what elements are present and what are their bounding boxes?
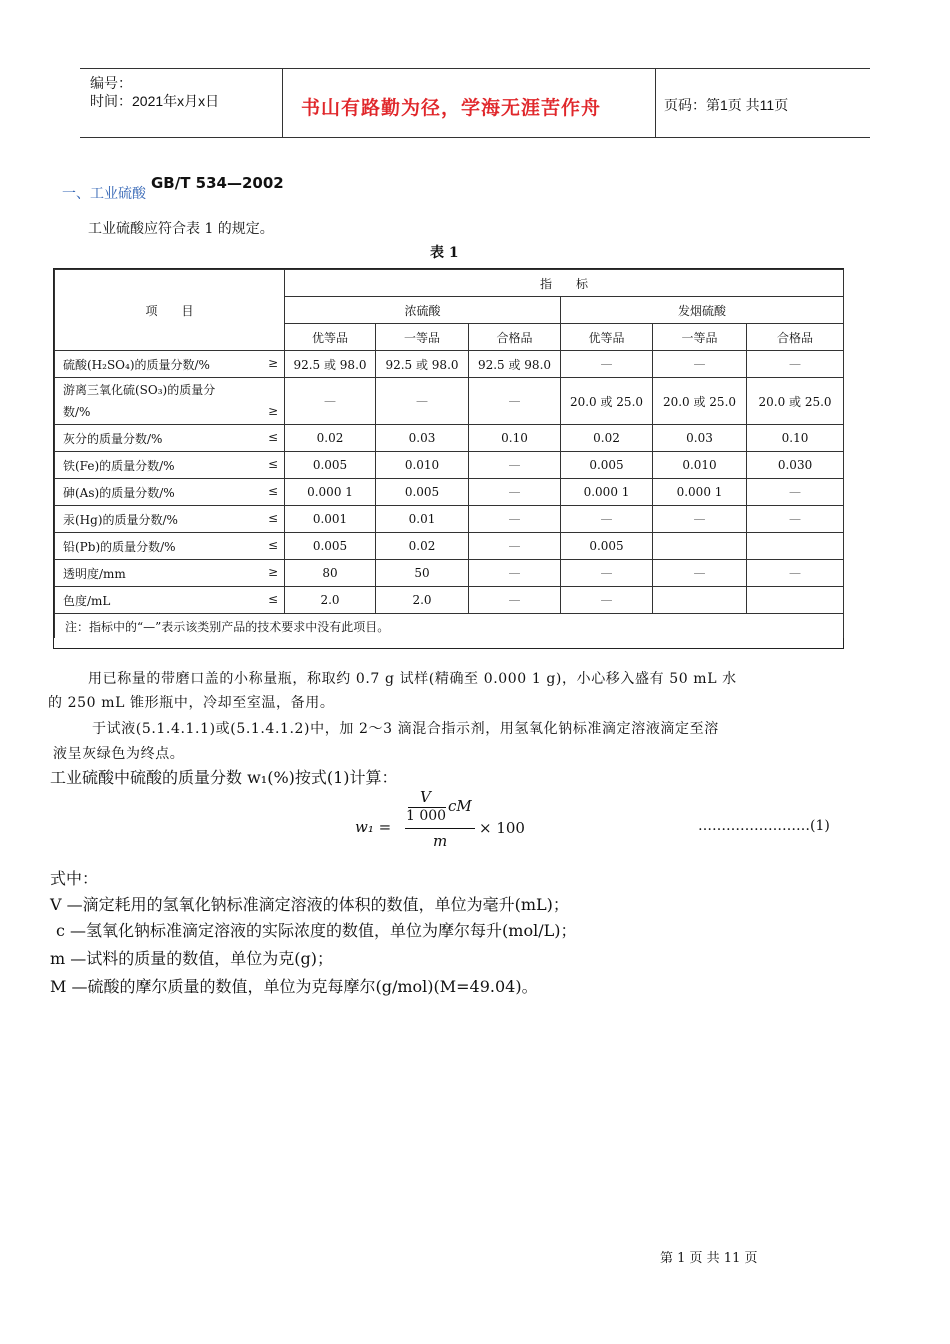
row-value: — [561, 560, 653, 587]
row-comparator: ≤ [267, 591, 278, 606]
date-label: 时间：2021年x月x日 [90, 93, 220, 109]
row-value: 0.03 [376, 425, 469, 452]
formula-den-m: m [433, 832, 448, 850]
table-note: 注：指标中的“—”表示该类别产品的技术要求中没有此项目。 [55, 614, 844, 639]
row-value: — [469, 587, 561, 614]
table-row [55, 351, 844, 378]
row-value: — [561, 506, 653, 533]
row-comparator: ≤ [267, 429, 278, 444]
row-value: 0.005 [285, 452, 376, 479]
row-item [55, 378, 285, 425]
row-value: 0.010 [376, 452, 469, 479]
table-row [55, 587, 844, 614]
row-value: 0.000 1 [653, 479, 747, 506]
row-value: — [653, 506, 747, 533]
row-value: 0.10 [469, 425, 561, 452]
grade-header: 优等品 [285, 324, 376, 351]
row-value: 0.02 [285, 425, 376, 452]
row-value: 92.5 或 98.0 [285, 351, 376, 378]
procedure-p3: 工业硫酸中硫酸的质量分数 w₁(%)按式(1)计算： [50, 768, 398, 787]
section-intro: 工业硫酸应符合表 1 的规定。 [88, 221, 274, 237]
table-row [55, 425, 844, 452]
row-item-label: 色度/mL [63, 593, 111, 608]
row-value: — [747, 506, 844, 533]
row-value: 0.000 1 [561, 479, 653, 506]
formula-num-cM: cM [448, 797, 472, 815]
grade-header: 一等品 [653, 324, 747, 351]
row-comparator: ≤ [267, 510, 278, 525]
table-caption: 表 1 [430, 245, 459, 261]
row-value: 80 [285, 560, 376, 587]
row-value: 0.01 [376, 506, 469, 533]
row-value [747, 533, 844, 560]
row-value: 50 [376, 560, 469, 587]
procedure-p2-line2: 液呈灰绿色为终点。 [53, 746, 185, 762]
row-item [55, 425, 285, 452]
row-value: 0.000 1 [285, 479, 376, 506]
table-row [55, 560, 844, 587]
header-motto-cell [282, 69, 656, 137]
row-value [653, 533, 747, 560]
grade-header: 合格品 [747, 324, 844, 351]
row-value: 0.10 [747, 425, 844, 452]
row-value: — [469, 506, 561, 533]
definition-V: V —滴定耗用的氢氧化钠标准滴定溶液的体积的数值，单位为毫升(mL)； [50, 895, 569, 914]
row-item-label-cont: 数/% [63, 405, 91, 419]
header-page-cell [654, 69, 870, 137]
row-comparator: ≥ [267, 355, 278, 370]
row-value: — [285, 378, 376, 425]
spec-table [53, 268, 844, 649]
footer-page: 第 1 页 共 11 页 [660, 1251, 758, 1266]
row-value: 0.02 [376, 533, 469, 560]
formula-num-1000: 1 000 [406, 808, 447, 824]
definitions-intro: 式中： [50, 869, 99, 888]
table-row [55, 533, 844, 560]
row-item-label: 汞(Hg)的质量分数/% [63, 512, 178, 527]
row-value: — [561, 351, 653, 378]
row-comparator: ≤ [267, 456, 278, 471]
procedure-p1-line2: 的 250 mL 锥形瓶中，冷却至室温，备用。 [48, 695, 335, 711]
row-value: 0.005 [376, 479, 469, 506]
group-fuming: 发烟硫酸 [561, 297, 844, 324]
table-row [55, 479, 844, 506]
row-value: 2.0 [376, 587, 469, 614]
row-comparator: ≥ [267, 404, 278, 418]
page-info: 页码：第1页 共11页 [664, 97, 789, 113]
row-item-label: 铅(Pb)的质量分数/% [63, 539, 176, 554]
row-item [55, 560, 285, 587]
row-item-label: 游离三氧化硫(SO₃)的质量分 [63, 383, 216, 397]
definition-M: M —硫酸的摩尔质量的数值，单位为克每摩尔(g/mol)(M=49.04)。 [50, 977, 538, 996]
definition-m: m —试料的质量的数值，单位为克(g)； [50, 949, 333, 968]
row-item [55, 506, 285, 533]
row-value: 92.5 或 98.0 [469, 351, 561, 378]
row-item [55, 351, 285, 378]
formula-main-bar [405, 828, 475, 829]
row-value: 0.03 [653, 425, 747, 452]
row-item [55, 452, 285, 479]
formula-lhs: w₁ = [355, 818, 392, 836]
row-value [747, 587, 844, 614]
item-header: 项 目 [55, 270, 285, 351]
procedure-p1-line1: 用已称量的带磨口盖的小称量瓶，称取约 0.7 g 试样(精确至 0.000 1 g)，小心移入盛有 50 mL 水 [88, 671, 737, 687]
row-value: 92.5 或 98.0 [376, 351, 469, 378]
row-value: 0.005 [561, 533, 653, 560]
row-value: 20.0 或 25.0 [653, 378, 747, 425]
row-value: — [469, 479, 561, 506]
table-row [55, 452, 844, 479]
row-item-label: 硫酸(H₂SO₄)的质量分数/% [63, 357, 210, 372]
group-concentrated: 浓硫酸 [285, 297, 561, 324]
row-value: — [561, 587, 653, 614]
row-item-label: 灰分的质量分数/% [63, 431, 163, 446]
row-value: 0.001 [285, 506, 376, 533]
row-item [55, 533, 285, 560]
section-title: 一、工业硫酸 [62, 186, 146, 202]
indicator-header: 指 标 [285, 270, 844, 297]
row-value: — [653, 351, 747, 378]
motto: 书山有路勤为径，学海无涯苦作舟 [301, 97, 602, 119]
row-value: 2.0 [285, 587, 376, 614]
row-value: — [469, 378, 561, 425]
formula-num-V: V [420, 788, 431, 806]
row-value: — [747, 479, 844, 506]
row-item-label: 铁(Fe)的质量分数/% [63, 458, 175, 473]
definition-c: c —氢氧化钠标准滴定溶液的实际浓度的数值，单位为摩尔每升(mol/L)； [56, 921, 577, 940]
row-value: — [653, 560, 747, 587]
row-value: — [469, 533, 561, 560]
row-item [55, 479, 285, 506]
formula [355, 788, 545, 856]
row-value: 0.010 [653, 452, 747, 479]
row-value [653, 587, 747, 614]
formula-number: ……………………(1) [698, 818, 830, 834]
grade-header: 一等品 [376, 324, 469, 351]
row-value: 0.02 [561, 425, 653, 452]
formula-times100: × 100 [479, 819, 525, 837]
procedure-p2-line1: 于试液(5.1.4.1.1)或(5.1.4.1.2)中，加 2～3 滴混合指示剂，用氢氧化钠标准滴定溶液滴定至溶 [92, 721, 719, 737]
row-comparator: ≤ [267, 483, 278, 498]
row-value: 0.005 [285, 533, 376, 560]
serial-label: 编号： [90, 75, 132, 91]
page-header [80, 68, 870, 138]
row-value: — [376, 378, 469, 425]
row-item-label: 透明度/mm [63, 566, 126, 581]
row-value: — [469, 452, 561, 479]
row-item [55, 587, 285, 614]
table-body [55, 351, 844, 614]
row-value: 20.0 或 25.0 [561, 378, 653, 425]
standard-code: GB/T 534—2002 [151, 174, 284, 192]
row-value: — [469, 560, 561, 587]
row-comparator: ≤ [267, 537, 278, 552]
row-value: 0.030 [747, 452, 844, 479]
table-row [55, 378, 844, 425]
row-item-label: 砷(As)的质量分数/% [63, 485, 175, 500]
grade-header: 优等品 [561, 324, 653, 351]
row-comparator: ≥ [267, 564, 278, 579]
row-value: — [747, 351, 844, 378]
row-value: — [747, 560, 844, 587]
grade-header: 合格品 [469, 324, 561, 351]
row-value: 20.0 或 25.0 [747, 378, 844, 425]
row-value: 0.005 [561, 452, 653, 479]
table-row [55, 506, 844, 533]
header-meta [80, 69, 282, 137]
